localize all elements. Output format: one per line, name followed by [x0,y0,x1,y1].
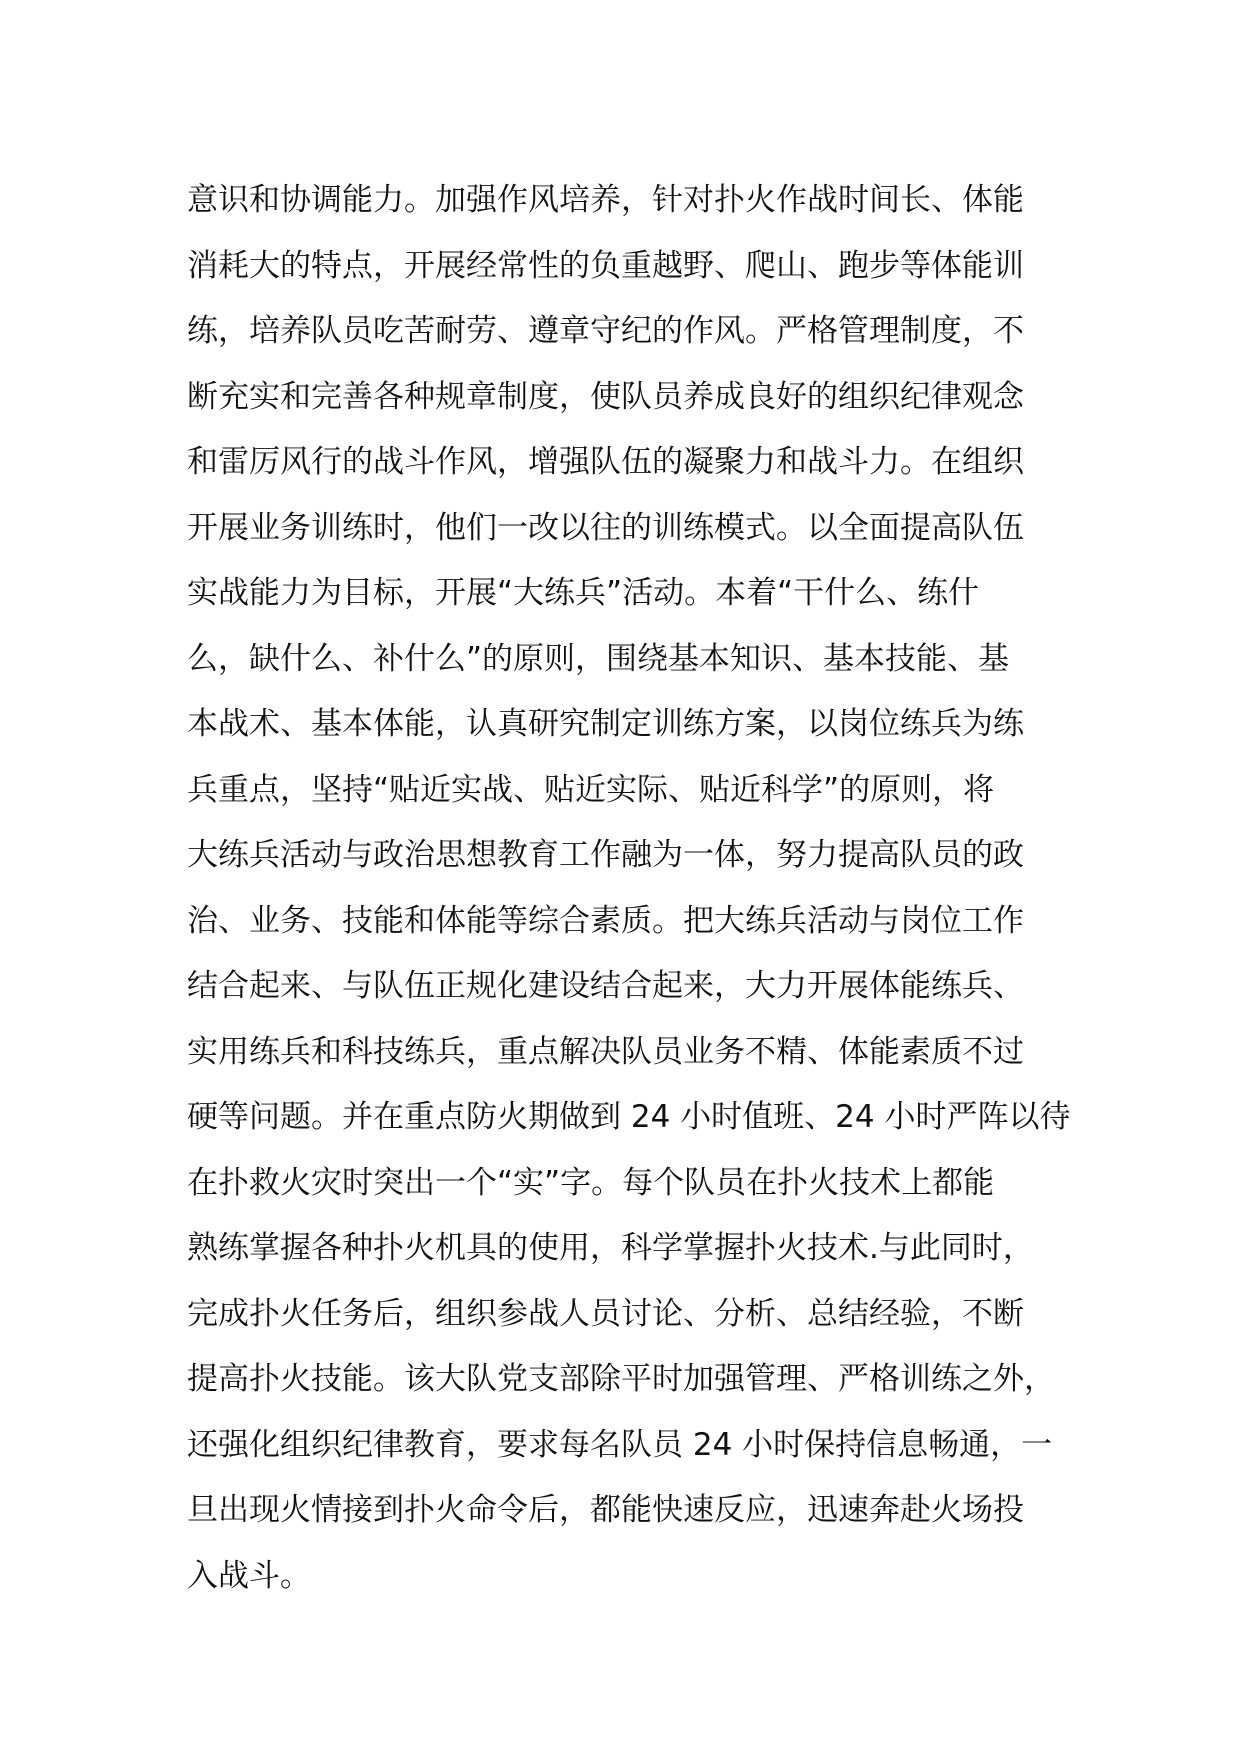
text-line: 开展业务训练时，他们一改以往的训练模式。以全面提高队伍 [187,509,1024,546]
text-line: 旦出现火情接到扑火命令后，都能快速反应，迅速奔赴火场投 [187,1492,1024,1528]
text-line: 熟练掌握各种扑火机具的使用，科学掌握扑火技术.与此同时， [187,1230,1034,1266]
text-line: 完成扑火任务后，组织参战人员讨论、分析、总结经验，不断 [187,1295,1024,1332]
body-paragraph [187,168,1087,1609]
text-line: 兵重点，坚持“贴近实战、贴近实际、贴近科学”的原则，将 [187,771,995,808]
text-line: 提高扑火技能。该大队党支部除平时加强管理、严格训练之外， [187,1361,1055,1397]
text-line: 在扑救火灾时突出一个“实”字。每个队员在扑火技术上都能 [187,1164,995,1201]
text-line: 实用练兵和科技练兵，重点解决队员业务不精、体能素质不过 [187,1033,1024,1070]
text-line: 结合起来、与队伍正规化建设结合起来，大力开展体能练兵、 [187,968,1024,1004]
text-line: 入战斗。 [187,1557,311,1594]
text-line: 硬等问题。并在重点防火期做到 24 小时值班、24 小时严阵以待 [187,1099,1071,1135]
text-line: 和雷厉风行的战斗作风，增强队伍的凝聚力和战斗力。在组织 [187,444,1024,480]
text-line: 实战能力为目标，开展“大练兵”活动。本着“干什么、练什 [187,575,980,611]
text-line: 么，缺什么、补什么”的原则，围绕基本知识、基本技能、基 [187,640,1010,677]
text-line: 本战术、基本体能，认真研究制定训练方案，以岗位练兵为练 [187,706,1024,742]
text-line: 意识和协调能力。加强作风培养，针对扑火作战时间长、体能 [187,182,1024,218]
text-line: 断充实和完善各种规章制度，使队员养成良好的组织纪律观念 [187,378,1024,415]
text-line: 消耗大的特点，开展经常性的负重越野、爬山、跑步等体能训 [187,247,1024,284]
text-line: 练，培养队员吃苦耐劳、遵章守纪的作风。严格管理制度，不 [187,313,1024,349]
text-line: 治、业务、技能和体能等综合素质。把大练兵活动与岗位工作 [187,902,1024,939]
text-line: 大练兵活动与政治思想教育工作融为一体，努力提高队员的政 [187,837,1024,873]
text-line: 还强化组织纪律教育，要求每名队员 24 小时保持信息畅通，一 [187,1426,1053,1463]
